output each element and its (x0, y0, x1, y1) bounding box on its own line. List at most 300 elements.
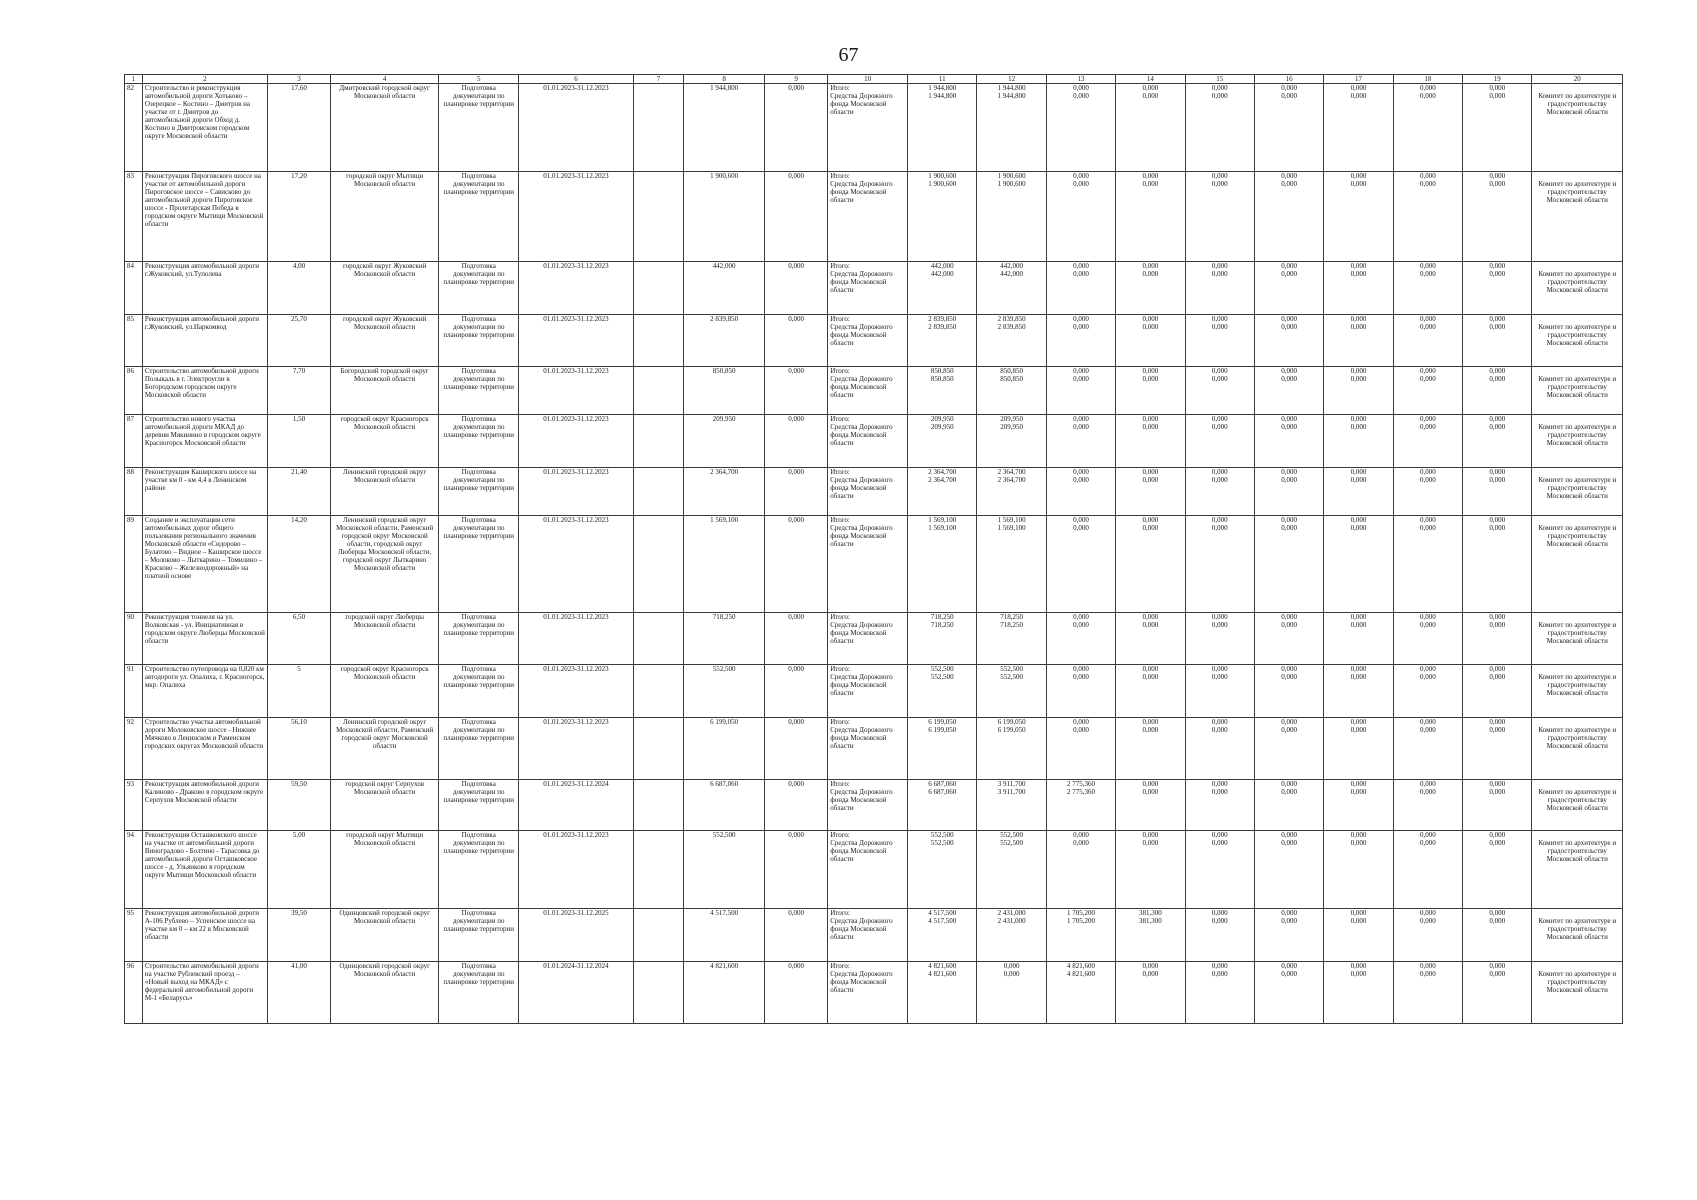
funded-before: 0,000 (765, 516, 828, 613)
location: Дмитровский городской округ Московской области (331, 84, 439, 172)
amount-col-15 (1185, 909, 1254, 962)
amount-fund: 0,000 (1211, 270, 1228, 278)
amount-total: 0,000 (1073, 665, 1089, 673)
funded-before: 0,000 (765, 831, 828, 909)
row-number: 91 (125, 665, 143, 718)
amount-total: 850,850 (930, 367, 954, 375)
amount-col-18 (1393, 909, 1462, 962)
amount-fund: 0,000 (1420, 375, 1436, 383)
fund-source-label: Средства Дорожного фонда Московской области (830, 673, 893, 697)
location: городской округ Красногорск Московской области (331, 665, 439, 718)
amount-fund: 0,000 (1142, 323, 1159, 331)
column-7-value (633, 84, 683, 172)
amount-fund: 0,000 (1489, 621, 1506, 629)
amount-col-18 (1393, 367, 1462, 415)
object-name: Строительство путепровода на 0,820 км автодороги ул. Опалиха, г. Красногорск, мкр. Опалиха (142, 665, 267, 718)
estimated-cost: 1 944,800 (684, 84, 765, 172)
total-label: Итого: (830, 516, 850, 524)
amount-col-11 (908, 831, 977, 909)
location: Ленинский городской округ Московской области, Раменский городской округ Московской области, городской округ Люберцы Московской области, городской округ Лыткарино Московской области (331, 516, 439, 613)
amount-total: 0,000 (1211, 718, 1228, 726)
amount-fund: 0,000 (1281, 180, 1298, 188)
capacity-value: 17,60 (267, 84, 330, 172)
work-type: Подготовка документации по планировке территории (439, 84, 519, 172)
amount-fund: 0,000 (1142, 270, 1159, 278)
object-name: Строительство автомобильной дороги на участке Рублевский проезд – «Новый выход на МКАД» с федеральной автомобильной дороги М-1 «Беларусь» (142, 962, 267, 1024)
row-number: 94 (125, 831, 143, 909)
amount-total: 0,000 (1350, 909, 1367, 917)
work-period: 01.01.2023-31.12.2023 (519, 665, 634, 718)
location: городской округ Жуковский Московской области (331, 315, 439, 367)
amount-total: 0,000 (1142, 962, 1159, 970)
amount-fund: 0,000 (1420, 524, 1436, 532)
amount-fund: 0,000 (1142, 673, 1159, 681)
total-label: Итого: (830, 468, 850, 476)
estimated-cost: 4 821,600 (684, 962, 765, 1024)
amount-fund: 2 775,360 (1067, 788, 1096, 796)
amount-col-16 (1254, 315, 1323, 367)
amount-col-18 (1393, 262, 1462, 315)
amount-total: 0,000 (1420, 962, 1436, 970)
responsible-authority: Комитет по архитектуре и градостроительству Московской области (1532, 780, 1623, 831)
amount-col-16 (1254, 613, 1323, 665)
financing-sources (828, 172, 908, 262)
work-period: 01.01.2024-31.12.2024 (519, 962, 634, 1024)
amount-fund: 0,000 (1420, 180, 1436, 188)
work-type: Подготовка документации по планировке территории (439, 613, 519, 665)
amount-fund: 6 199,050 (997, 726, 1026, 734)
column-number-5: 5 (439, 75, 519, 84)
row-number: 89 (125, 516, 143, 613)
amount-fund: 0,000 (1281, 673, 1298, 681)
financing-sources (828, 262, 908, 315)
amount-fund: 2 839,850 (997, 323, 1026, 331)
amount-fund: 0,000 (1073, 476, 1089, 484)
funded-before: 0,000 (765, 665, 828, 718)
amount-col-18 (1393, 315, 1462, 367)
total-label: Итого: (830, 84, 850, 92)
amount-total: 0,000 (1489, 831, 1506, 839)
object-name: Строительство и реконструкция автомобильной дороги Хотьково – Озерецкое – Костино – Дмитров на участке от г. Дмитров до автомобильной дороги Обход д. Костино в Дмитровском городском округе Московской области (142, 84, 267, 172)
amount-total: 0,000 (1142, 780, 1159, 788)
row-number: 88 (125, 468, 143, 516)
amount-fund: 552,500 (1000, 839, 1024, 847)
amount-col-18 (1393, 516, 1462, 613)
amount-col-17 (1324, 718, 1393, 780)
amount-fund: 1 944,800 (928, 92, 957, 100)
column-7-value (633, 962, 683, 1024)
amount-col-14 (1116, 516, 1185, 613)
amount-fund: 718,250 (930, 621, 954, 629)
table-row (125, 468, 1623, 516)
table-row (125, 909, 1623, 962)
amount-fund: 0,000 (1142, 726, 1159, 734)
amount-col-14 (1116, 780, 1185, 831)
amount-col-17 (1324, 415, 1393, 468)
total-label: Итого: (830, 613, 850, 621)
amount-fund: 0,000 (1211, 423, 1228, 431)
work-period: 01.01.2023-31.12.2023 (519, 468, 634, 516)
responsible-authority: Комитет по архитектуре и градостроительству Московской области (1532, 962, 1623, 1024)
amount-col-15 (1185, 468, 1254, 516)
table-row (125, 367, 1623, 415)
amount-total: 1 900,600 (928, 172, 957, 180)
responsible-authority: Комитет по архитектуре и градостроительству Московской области (1532, 367, 1623, 415)
amount-total: 0,000 (1420, 831, 1436, 839)
fund-source-label: Средства Дорожного фонда Московской области (830, 180, 893, 204)
amount-fund: 850,850 (1000, 375, 1024, 383)
responsible-authority: Комитет по архитектуре и градостроительству Московской области (1532, 262, 1623, 315)
amount-total: 0,000 (1489, 613, 1506, 621)
table-row (125, 831, 1623, 909)
amount-fund: 0,000 (1142, 621, 1159, 629)
column-number-19: 19 (1463, 75, 1532, 84)
work-type: Подготовка документации по планировке территории (439, 262, 519, 315)
financing-sources (828, 367, 908, 415)
capacity-value: 25,70 (267, 315, 330, 367)
financing-sources (828, 718, 908, 780)
estimated-cost: 209,950 (684, 415, 765, 468)
amount-total: 0,000 (1073, 84, 1089, 92)
amount-fund: 0,000 (1142, 92, 1159, 100)
amount-col-11 (908, 613, 977, 665)
amount-fund: 0,000 (1350, 621, 1367, 629)
amount-total: 0,000 (1281, 172, 1298, 180)
amount-col-15 (1185, 613, 1254, 665)
amount-fund: 0,000 (1073, 621, 1089, 629)
amount-total: 0,000 (1350, 262, 1367, 270)
funded-before: 0,000 (765, 415, 828, 468)
amount-total: 0,000 (1281, 262, 1298, 270)
amount-col-11 (908, 909, 977, 962)
amount-total: 4 821,600 (1067, 962, 1096, 970)
amount-fund: 0,000 (1420, 970, 1436, 978)
amount-col-13 (1046, 468, 1115, 516)
amount-total: 0,000 (1350, 415, 1367, 423)
responsible-authority: Комитет по архитектуре и градостроительству Московской области (1532, 665, 1623, 718)
amount-total: 0,000 (1211, 468, 1228, 476)
amount-total: 0,000 (1211, 831, 1228, 839)
amount-col-13 (1046, 780, 1115, 831)
fund-source-label: Средства Дорожного фонда Московской области (830, 839, 893, 863)
financing-sources (828, 780, 908, 831)
amount-fund: 0,000 (1281, 524, 1298, 532)
table-row (125, 780, 1623, 831)
capacity-value: 17,20 (267, 172, 330, 262)
funded-before: 0,000 (765, 468, 828, 516)
amount-total: 0,000 (1420, 780, 1436, 788)
amount-col-16 (1254, 665, 1323, 718)
amount-total: 0,000 (1350, 84, 1367, 92)
amount-fund: 0,000 (1489, 476, 1506, 484)
amount-fund: 0,000 (1211, 621, 1228, 629)
column-number-20: 20 (1532, 75, 1623, 84)
capacity-value: 39,50 (267, 909, 330, 962)
amount-col-19 (1463, 468, 1532, 516)
amount-col-12 (977, 780, 1046, 831)
capacity-value: 4,00 (267, 262, 330, 315)
funded-before: 0,000 (765, 780, 828, 831)
amount-fund: 0,000 (1211, 917, 1228, 925)
amount-total: 0,000 (1350, 367, 1367, 375)
total-label: Итого: (830, 718, 850, 726)
amount-fund: 0,000 (1489, 788, 1506, 796)
amount-fund: 0,000 (1420, 92, 1436, 100)
object-name: Реконструкция автомобильной дороги г.Жуковский, ул.Туполева (142, 262, 267, 315)
amount-total: 0,000 (1211, 367, 1228, 375)
amount-total: 0,000 (1489, 780, 1506, 788)
amount-fund: 552,500 (930, 673, 954, 681)
column-number-9: 9 (765, 75, 828, 84)
amount-col-13 (1046, 415, 1115, 468)
amount-fund: 0,000 (1281, 788, 1298, 796)
amount-fund: 0,000 (1281, 970, 1298, 978)
row-number: 92 (125, 718, 143, 780)
amount-fund: 1 900,600 (928, 180, 957, 188)
location: городской округ Жуковский Московской области (331, 262, 439, 315)
amount-total: 552,500 (930, 665, 954, 673)
amount-total: 0,000 (1420, 665, 1436, 673)
location: Одинцовский городской округ Московской области (331, 909, 439, 962)
amount-total: 0,000 (1281, 718, 1298, 726)
amount-total: 442,000 (930, 262, 954, 270)
amount-total: 0,000 (1350, 962, 1367, 970)
financing-sources (828, 962, 908, 1024)
amount-fund: 0,000 (1073, 92, 1089, 100)
amount-total: 0,000 (1142, 315, 1159, 323)
amount-total: 0,000 (1489, 516, 1506, 524)
amount-total: 0,000 (1073, 613, 1089, 621)
amount-total: 0,000 (1281, 613, 1298, 621)
responsible-authority: Комитет по архитектуре и градостроительству Московской области (1532, 516, 1623, 613)
responsible-authority: Комитет по архитектуре и градостроительству Московской области (1532, 172, 1623, 262)
amount-fund: 0,000 (1142, 970, 1159, 978)
amount-col-15 (1185, 665, 1254, 718)
amount-fund: 3 911,700 (997, 788, 1026, 796)
amount-total: 0,000 (1420, 315, 1436, 323)
amount-col-17 (1324, 84, 1393, 172)
amount-col-17 (1324, 962, 1393, 1024)
amount-total: 0,000 (1420, 172, 1436, 180)
amount-col-14 (1116, 315, 1185, 367)
estimated-cost: 1 900,600 (684, 172, 765, 262)
work-period: 01.01.2023-31.12.2023 (519, 367, 634, 415)
table-row (125, 84, 1623, 172)
financing-sources (828, 516, 908, 613)
row-number: 87 (125, 415, 143, 468)
amount-total: 0,000 (1073, 172, 1089, 180)
work-type: Подготовка документации по планировке территории (439, 718, 519, 780)
amount-fund: 1 900,600 (997, 180, 1026, 188)
amount-total: 0,000 (1420, 415, 1436, 423)
amount-fund: 0,000 (1489, 839, 1506, 847)
amount-col-16 (1254, 172, 1323, 262)
column-number-17: 17 (1324, 75, 1393, 84)
amount-col-12 (977, 415, 1046, 468)
work-type: Подготовка документации по планировке территории (439, 367, 519, 415)
funded-before: 0,000 (765, 262, 828, 315)
column-7-value (633, 315, 683, 367)
amount-fund: 0,000 (1420, 621, 1436, 629)
amount-fund: 0,000 (1489, 375, 1506, 383)
amount-fund: 0,000 (1073, 524, 1089, 532)
amount-col-16 (1254, 962, 1323, 1024)
amount-total: 718,250 (1000, 613, 1024, 621)
column-7-value (633, 367, 683, 415)
page-number: 67 (838, 44, 859, 66)
amount-fund: 0,000 (1281, 423, 1298, 431)
amount-fund: 0,000 (1073, 323, 1089, 331)
amount-col-13 (1046, 172, 1115, 262)
amount-total: 6 199,050 (928, 718, 957, 726)
total-label: Итого: (830, 315, 850, 323)
amount-total: 2 431,000 (997, 909, 1026, 917)
responsible-authority: Комитет по архитектуре и градостроительству Московской области (1532, 315, 1623, 367)
amount-total: 0,000 (1281, 315, 1298, 323)
amount-fund: 0,000 (1489, 423, 1506, 431)
total-label: Итого: (830, 831, 850, 839)
work-type: Подготовка документации по планировке территории (439, 831, 519, 909)
amount-col-19 (1463, 962, 1532, 1024)
amount-col-12 (977, 665, 1046, 718)
column-number-16: 16 (1254, 75, 1323, 84)
amount-total: 0,000 (1073, 516, 1089, 524)
amount-col-17 (1324, 468, 1393, 516)
amount-col-13 (1046, 367, 1115, 415)
location: Ленинский городской округ Московской области (331, 468, 439, 516)
location: Богородский городской округ Московской области (331, 367, 439, 415)
amount-col-16 (1254, 84, 1323, 172)
amount-total: 4 821,600 (928, 962, 957, 970)
amount-total: 0,000 (1142, 718, 1159, 726)
amount-col-18 (1393, 468, 1462, 516)
amount-total: 0,000 (1281, 665, 1298, 673)
column-number-7: 7 (633, 75, 683, 84)
financing-sources (828, 84, 908, 172)
amount-fund: 0,000 (1281, 270, 1298, 278)
amount-total: 0,000 (1073, 262, 1089, 270)
amount-total: 0,000 (1420, 468, 1436, 476)
amount-fund: 0,000 (1420, 788, 1436, 796)
financing-sources (828, 909, 908, 962)
amount-total: 0,000 (1142, 262, 1159, 270)
amount-col-17 (1324, 613, 1393, 665)
amount-fund: 0,000 (1281, 476, 1298, 484)
fund-source-label: Средства Дорожного фонда Московской области (830, 270, 893, 294)
amount-total: 0,000 (1211, 84, 1228, 92)
amount-col-13 (1046, 665, 1115, 718)
fund-source-label: Средства Дорожного фонда Московской области (830, 726, 893, 750)
amount-fund: 0,000 (1281, 92, 1298, 100)
table-row (125, 613, 1623, 665)
amount-col-14 (1116, 665, 1185, 718)
amount-fund: 0,000 (1142, 180, 1159, 188)
amount-total: 1 569,100 (997, 516, 1026, 524)
amount-fund: 0,000 (1420, 476, 1436, 484)
work-type: Подготовка документации по планировке территории (439, 909, 519, 962)
funded-before: 0,000 (765, 613, 828, 665)
amount-fund: 0,000 (1142, 476, 1159, 484)
estimated-cost: 4 517,500 (684, 909, 765, 962)
work-period: 01.01.2023-31.12.2023 (519, 172, 634, 262)
financing-sources (828, 665, 908, 718)
amount-col-12 (977, 718, 1046, 780)
column-number-1: 1 (125, 75, 143, 84)
amount-total: 0,000 (1281, 415, 1298, 423)
amount-col-15 (1185, 315, 1254, 367)
amount-total: 0,000 (1489, 415, 1506, 423)
amount-total: 0,000 (1350, 172, 1367, 180)
amount-total: 1 944,800 (997, 84, 1026, 92)
work-period: 01.01.2023-31.12.2024 (519, 780, 634, 831)
object-name: Реконструкция Пироговского шоссе на участке от автомобильной дороги Пироговское шоссе – Сависково до автомобильной дороги Пироговское шоссе - Пролетарская Победа в городском округе Мытищи Московской области (142, 172, 267, 262)
column-7-value (633, 718, 683, 780)
amount-col-15 (1185, 516, 1254, 613)
estimated-cost: 2 364,700 (684, 468, 765, 516)
total-label: Итого: (830, 172, 850, 180)
amount-fund: 0,000 (1420, 917, 1436, 925)
amount-total: 6 199,050 (997, 718, 1026, 726)
object-name: Реконструкция Каширского шоссе на участке км 0 - км 4,4 в Ленинском районе (142, 468, 267, 516)
amount-total: 552,500 (930, 831, 954, 839)
estimated-cost: 718,250 (684, 613, 765, 665)
amount-total: 0,000 (1420, 909, 1436, 917)
amount-total: 0,000 (1420, 84, 1436, 92)
amount-total: 1 569,100 (928, 516, 957, 524)
column-number-12: 12 (977, 75, 1046, 84)
amount-col-11 (908, 84, 977, 172)
estimated-cost: 6 687,060 (684, 780, 765, 831)
amount-fund: 442,000 (930, 270, 954, 278)
work-type: Подготовка документации по планировке территории (439, 962, 519, 1024)
amount-total: 0,000 (1420, 367, 1436, 375)
amount-total: 1 944,800 (928, 84, 957, 92)
estimated-cost: 6 199,050 (684, 718, 765, 780)
location: городской округ Мытищи Московской области (331, 831, 439, 909)
column-7-value (633, 516, 683, 613)
amount-total: 2 839,850 (997, 315, 1026, 323)
amount-fund: 0,000 (1350, 839, 1367, 847)
amount-total: 552,500 (1000, 831, 1024, 839)
amount-fund: 0,000 (1489, 270, 1506, 278)
amount-fund: 0,000 (1281, 621, 1298, 629)
fund-source-label: Средства Дорожного фонда Московской области (830, 621, 893, 645)
estimated-cost: 552,500 (684, 665, 765, 718)
amount-total: 0,000 (1073, 468, 1089, 476)
amount-fund: 718,250 (1000, 621, 1024, 629)
amount-total: 0,000 (1073, 718, 1089, 726)
amount-total: 0,000 (1420, 262, 1436, 270)
amount-col-17 (1324, 172, 1393, 262)
amount-col-18 (1393, 172, 1462, 262)
location: Одинцовский городской округ Московской области (331, 962, 439, 1024)
amount-total: 0,000 (1489, 262, 1506, 270)
amount-col-11 (908, 718, 977, 780)
amount-fund: 0,000 (1142, 839, 1159, 847)
amount-fund: 0,000 (1211, 673, 1228, 681)
amount-fund: 0,000 (1350, 524, 1367, 532)
amount-col-14 (1116, 262, 1185, 315)
amount-col-19 (1463, 172, 1532, 262)
work-type: Подготовка документации по планировке территории (439, 516, 519, 613)
amount-total: 0,000 (1142, 172, 1159, 180)
financing-sources (828, 415, 908, 468)
total-label: Итого: (830, 415, 850, 423)
amount-col-13 (1046, 315, 1115, 367)
amount-fund: 1 705,200 (1067, 917, 1096, 925)
column-number-header (125, 75, 1623, 84)
amount-col-19 (1463, 262, 1532, 315)
